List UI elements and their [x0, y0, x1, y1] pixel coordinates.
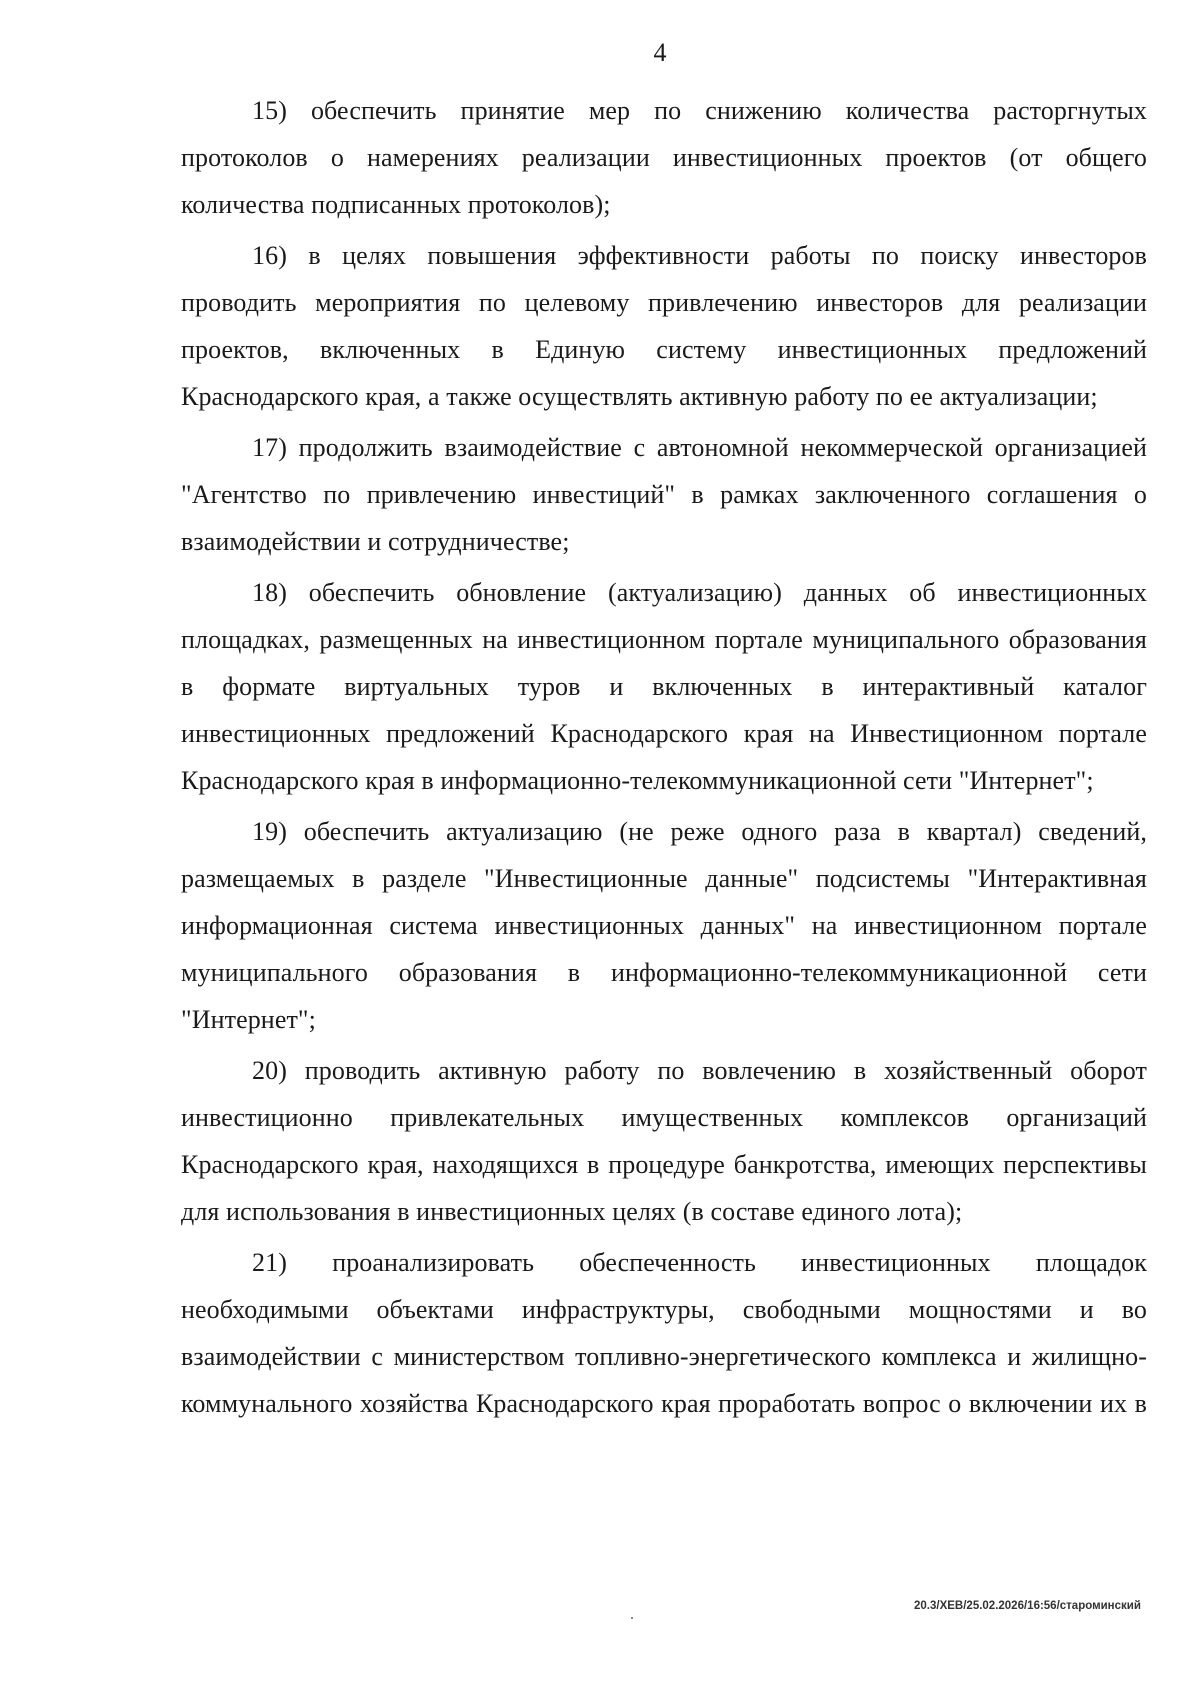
paragraph-item-16: 16) в целях повышения эффективности работы по поиску инвесторов проводить мероприятия по целевому привлечению инвесторов для реализации проектов, включенных в Единую систему инвестиционных предложений Краснодарского края, а также осуществлять активную работу по ее актуализации;	[181, 241, 1147, 411]
paragraph-item-17: 17) продолжить взаимодействие с автономной некоммерческой организацией "Агентство по привлечению инвестиций" в рамках заключенного соглашения о взаимодействии и сотрудничестве;	[181, 433, 1147, 556]
paragraph-item-15: 15) обеспечить принятие мер по снижению количества расторгнутых протоколов о намерениях реализации инвестиционных проектов (от общего количества подписанных протоколов);	[181, 96, 1147, 219]
paragraph-item-19: 19) обеспечить актуализацию (не реже одного раза в квартал) сведений, размещаемых в разделе "Инвестиционные данные" подсистемы "Интерактивная информационная система инвестиционных данных" на инвестиционном портале муниципального образования в информационно-телекоммуникационной сети "Интернет";	[181, 817, 1147, 1034]
registration-stamp: 20.3/ХЕВ/25.02.2026/16:56/староминский	[914, 1600, 1141, 1612]
paragraph-item-21: 21) проанализировать обеспеченность инвестиционных площадок необходимыми объектами инфраструктуры, свободными мощностями и во взаимодействии с министерством топливно-энергетического комплекса и жилищно-коммунального хозяйства Краснодарского края проработать вопрос о включении их в	[181, 1248, 1147, 1418]
scan-speck	[631, 1617, 633, 1619]
page-number: 4	[653, 38, 667, 67]
paragraph-item-18: 18) обеспечить обновление (актуализацию) данных об инвестиционных площадках, размещенных на инвестиционном портале муниципального образования в формате виртуальных туров и включенных в интерактивный каталог инвестиционных предложений Краснодарского края на Инвестиционном портале Краснодарского края в информационно-телекоммуникационной сети "Интернет";	[181, 578, 1147, 795]
paragraph-item-20: 20) проводить активную работу по вовлечению в хозяйственный оборот инвестиционно привлекательных имущественных комплексов организаций Краснодарского края, находящихся в процедуре банкротства, имеющих перспективы для использования в инвестиционных целях (в составе единого лота);	[181, 1056, 1147, 1226]
document-body	[181, 87, 1147, 1427]
